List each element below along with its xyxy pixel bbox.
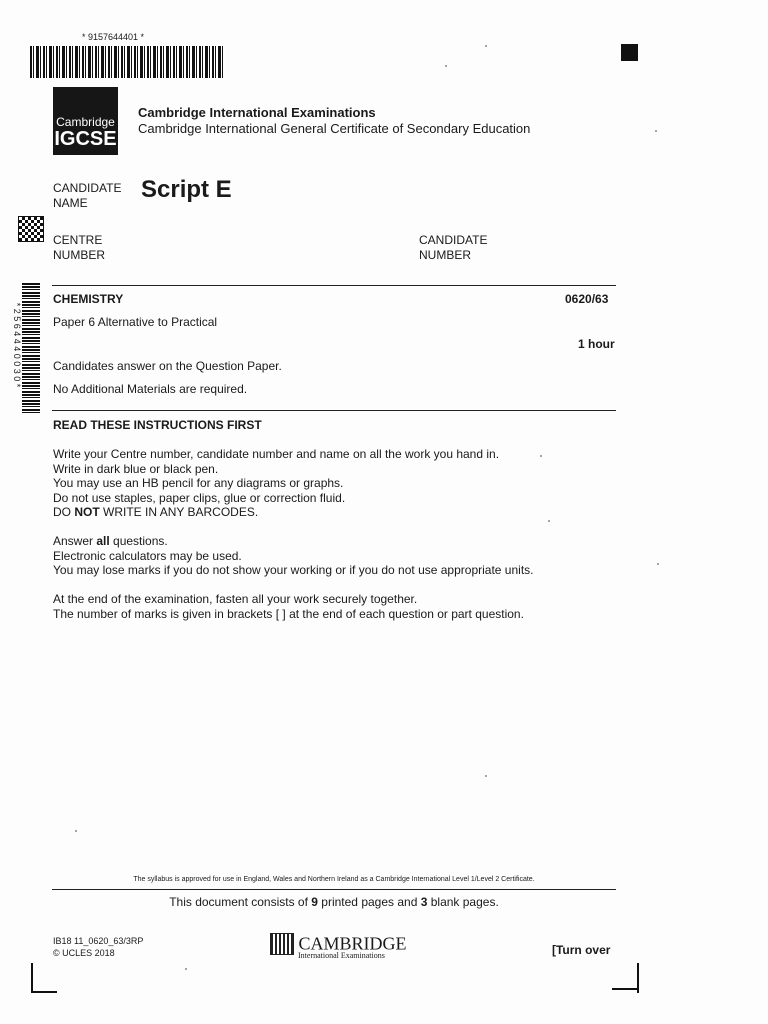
scan-speck	[655, 130, 657, 132]
duration: 1 hour	[578, 337, 615, 351]
divider-mid	[52, 410, 616, 411]
page-count-text: blank pages.	[427, 895, 499, 909]
instruction-barcode-line	[53, 505, 613, 520]
instructions-block-3	[53, 592, 613, 621]
instructions-block-2	[53, 534, 613, 578]
qr-code	[18, 216, 44, 242]
answer-note: Candidates answer on the Question Paper.	[53, 359, 282, 373]
scan-speck	[485, 775, 487, 777]
crest-icon	[270, 933, 294, 955]
instruction-text: DO	[53, 505, 75, 519]
materials-note: No Additional Materials are required.	[53, 382, 248, 396]
brand-subtitle: International Examinations	[298, 951, 385, 960]
side-barcode-number: * 2 5 6 4 4 4 0 0 3 0 *	[12, 302, 22, 388]
blank-pages-count: 3	[420, 895, 428, 909]
candidate-number-label	[419, 233, 487, 262]
turn-over: [Turn over	[552, 943, 611, 957]
instruction-line: Write your Centre number, candidate number and name on all the work you hand in.	[53, 447, 500, 461]
instruction-line: Write in dark blue or black pen.	[53, 461, 219, 476]
top-barcode	[30, 46, 225, 78]
instruction-text: Answer	[53, 534, 97, 548]
board-name: Cambridge International Examinations	[138, 105, 376, 120]
crop-mark-bottom-left	[31, 963, 33, 993]
instruction-emphasis: NOT	[74, 505, 100, 519]
scan-speck	[548, 520, 550, 522]
scan-speck	[657, 563, 659, 565]
side-barcode	[22, 283, 40, 413]
copyright: © UCLES 2018	[53, 948, 115, 958]
logo-line-1: Cambridge	[56, 115, 115, 129]
instruction-text: questions.	[109, 534, 168, 548]
scan-speck	[540, 455, 542, 457]
logo-line-2: IGCSE	[54, 128, 117, 150]
divider-bottom	[52, 889, 616, 890]
instruction-answer-line	[53, 534, 613, 549]
scan-speck	[185, 968, 187, 970]
instruction-line: You may lose marks if you do not show your working or if you do not use appropriate units.	[53, 563, 534, 577]
scan-speck	[445, 65, 447, 67]
cand-num-label-1: CANDIDATE	[419, 233, 488, 247]
paper-title: Paper 6 Alternative to Practical	[53, 315, 218, 329]
centre-label-2: NUMBER	[53, 247, 106, 262]
scan-speck	[75, 830, 77, 832]
instruction-line: At the end of the examination, fasten all your work securely together.	[53, 592, 418, 606]
crop-mark-bottom-right	[612, 988, 639, 990]
candidate-name-label-2: NAME	[53, 195, 88, 210]
candidate-name-label	[53, 181, 121, 210]
instruction-line: Electronic calculators may be used.	[53, 548, 242, 563]
divider-top	[52, 285, 616, 286]
candidate-name-value: Script E	[141, 176, 232, 203]
subject: CHEMISTRY	[53, 292, 124, 306]
scan-speck	[485, 45, 487, 47]
barcode-number: * 9157644401 *	[82, 32, 145, 42]
cand-num-label-2: NUMBER	[419, 247, 472, 262]
paper-reference: IB18 11_0620_63/3RP	[53, 936, 144, 946]
cambridge-brand	[270, 933, 406, 960]
page-count-text: printed pages and	[317, 895, 421, 909]
cambridge-igcse-logo	[53, 87, 118, 155]
centre-label-1: CENTRE	[53, 233, 103, 247]
crop-mark-bottom-left	[31, 991, 57, 993]
brand-name: CAMBRIDGE	[298, 933, 407, 954]
paper-code: 0620/63	[565, 292, 609, 306]
page-count	[52, 895, 616, 909]
instructions-heading: READ THESE INSTRUCTIONS FIRST	[53, 418, 262, 432]
instruction-line: The number of marks is given in brackets [ ] at the end of each question or part question.	[53, 606, 524, 621]
page-count-text: This document consists of	[169, 895, 312, 909]
candidate-name-label-1: CANDIDATE	[53, 181, 122, 195]
instructions-block-1	[53, 447, 613, 520]
corner-marker	[621, 44, 638, 61]
printed-pages-count: 9	[311, 895, 318, 909]
instruction-line: Do not use staples, paper clips, glue or correction fluid.	[53, 490, 346, 505]
instruction-emphasis: all	[96, 534, 110, 548]
centre-number-label	[53, 233, 105, 262]
certificate-name: Cambridge International General Certificate of Secondary Education	[138, 121, 531, 136]
instruction-line: You may use an HB pencil for any diagrams or graphs.	[53, 476, 344, 490]
syllabus-note: The syllabus is approved for use in England, Wales and Northern Ireland as a Cambridge International Level 1/Level 2 Certificate.	[133, 876, 535, 883]
instruction-text: WRITE IN ANY BARCODES.	[99, 505, 259, 519]
